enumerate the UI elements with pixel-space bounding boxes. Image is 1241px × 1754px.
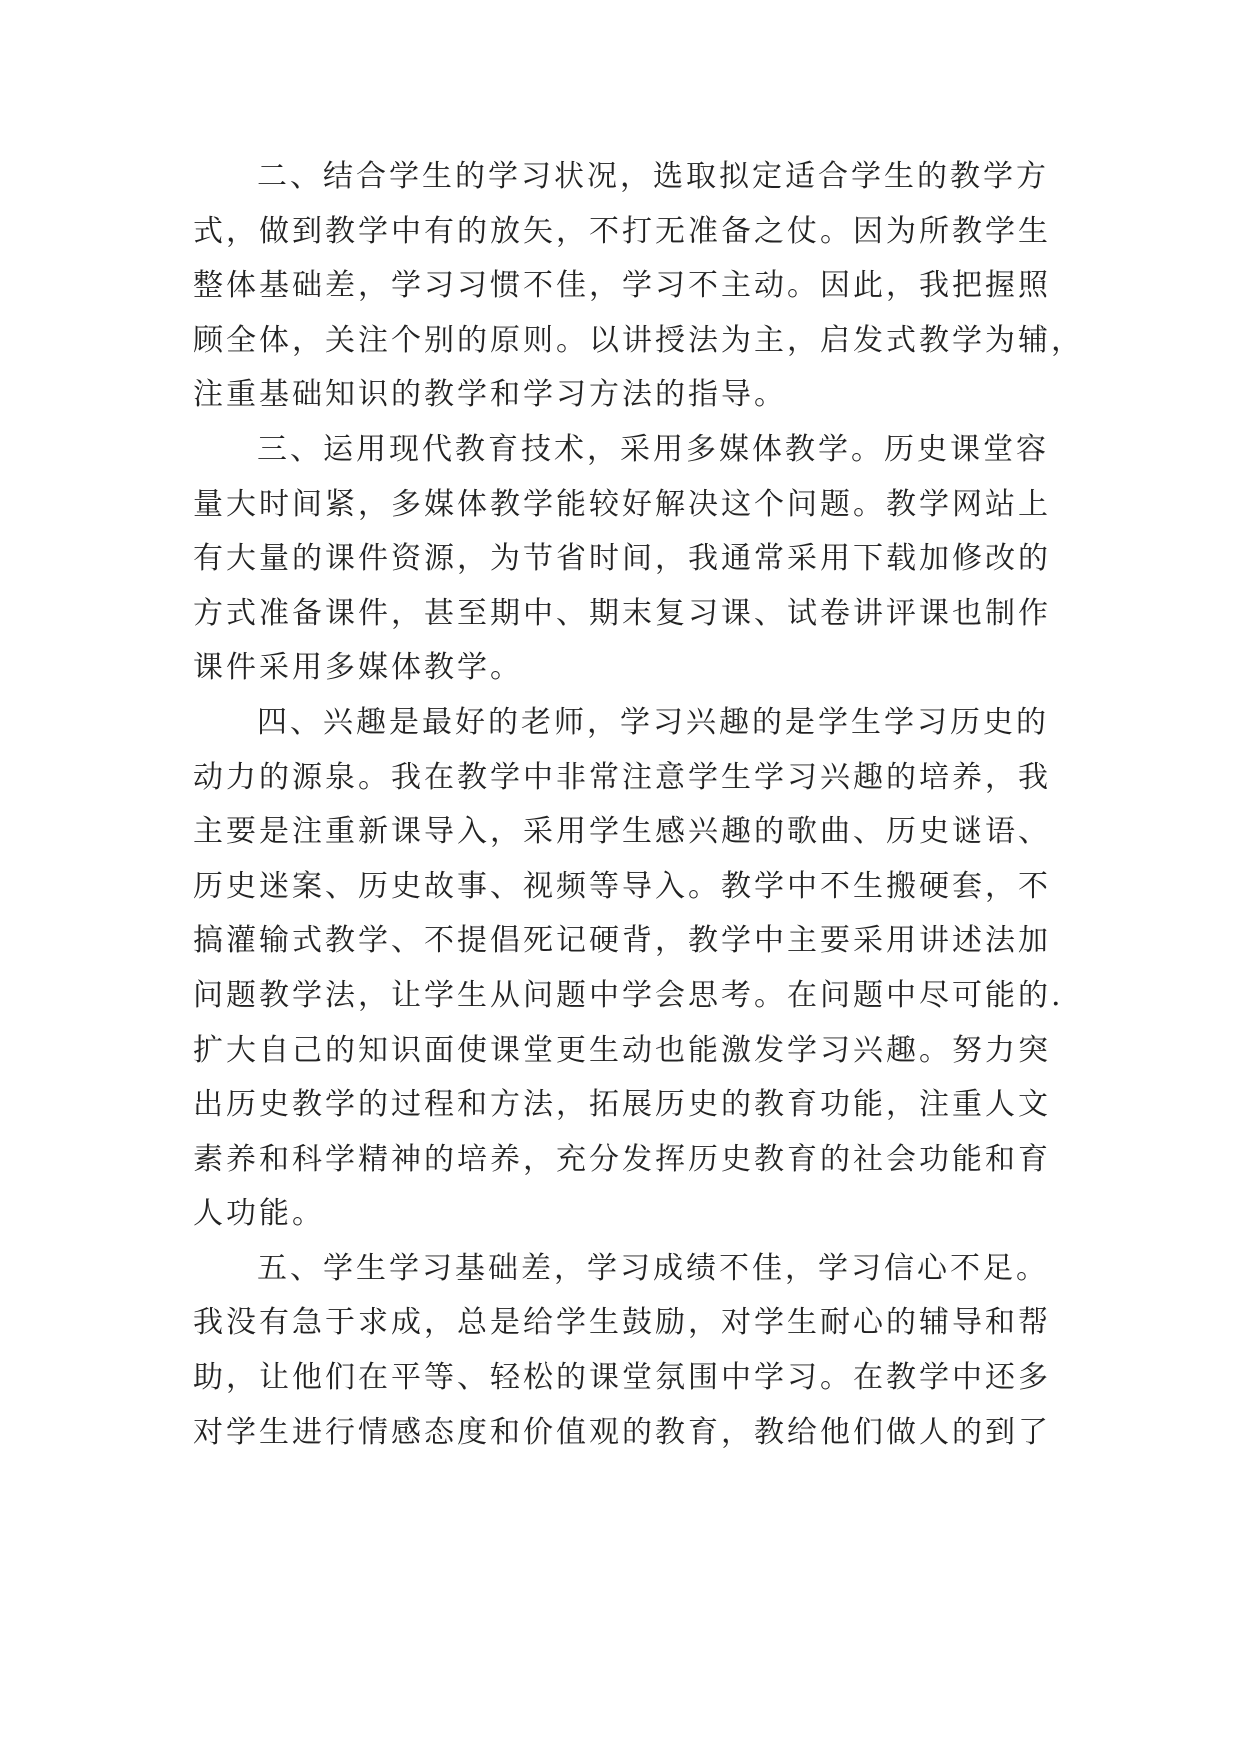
text-line: 注重基础知识的教学和学习方法的指导。 xyxy=(193,377,787,413)
text-line: 五、学生学习基础差，学习成绩不佳，学习信心不足。 xyxy=(257,1250,1049,1286)
text-line: 主要是注重新课导入，采用学生感兴趣的歌曲、历史谜语、 xyxy=(193,814,1051,850)
document-body xyxy=(193,150,1084,1460)
text-line: 课件采用多媒体教学。 xyxy=(193,650,523,686)
text-line: 对学生进行情感态度和价值观的教育，教给他们做人的到了 xyxy=(193,1414,1051,1450)
text-line: 助，让他们在平等、轻松的课堂氛围中学习。在教学中还多 xyxy=(193,1360,1051,1396)
paragraph-5 xyxy=(193,1242,1053,1460)
paragraph-3 xyxy=(193,423,1053,696)
text-line: 量大时间紧，多媒体教学能较好解决这个问题。教学网站上 xyxy=(193,486,1051,522)
text-line: 式，做到教学中有的放矢，不打无准备之仗。因为所教学生 xyxy=(193,213,1051,249)
text-line: 三、运用现代教育技术，采用多媒体教学。历史课堂容 xyxy=(257,431,1049,467)
text-line: 问题教学法，让学生从问题中学会思考。在问题中尽可能的. xyxy=(193,977,1064,1013)
text-line: 素养和科学精神的培养，充分发挥历史教育的社会功能和育 xyxy=(193,1141,1051,1177)
text-line: 我没有急于求成，总是给学生鼓励，对学生耐心的辅导和帮 xyxy=(193,1305,1051,1341)
text-line: 二、结合学生的学习状况，选取拟定适合学生的教学方 xyxy=(257,159,1049,194)
text-line: 历史迷案、历史故事、视频等导入。教学中不生搬硬套，不 xyxy=(193,868,1051,904)
text-line: 出历史教学的过程和方法，拓展历史的教育功能，注重人文 xyxy=(193,1087,1051,1123)
text-line: 动力的源泉。我在教学中非常注意学生学习兴趣的培养，我 xyxy=(193,759,1051,795)
text-line: 人功能。 xyxy=(193,1196,325,1232)
text-line: 方式准备课件，甚至期中、期末复习课、试卷讲评课也制作 xyxy=(193,595,1051,631)
text-line: 有大量的课件资源，为节省时间，我通常采用下载加修改的 xyxy=(193,541,1051,577)
text-line: 搞灌输式教学、不提倡死记硬背，教学中主要采用讲述法加 xyxy=(193,923,1051,959)
text-line: 整体基础差，学习习惯不佳，学习不主动。因此，我把握照 xyxy=(193,268,1051,304)
paragraph-4 xyxy=(193,696,1064,1242)
paragraph-2 xyxy=(193,150,1084,423)
text-line: 顾全体，关注个别的原则。以讲授法为主，启发式教学为辅， xyxy=(193,322,1084,358)
text-line: 四、兴趣是最好的老师，学习兴趣的是学生学习历史的 xyxy=(257,704,1049,740)
text-line: 扩大自己的知识面使课堂更生动也能激发学习兴趣。努力突 xyxy=(193,1032,1051,1068)
